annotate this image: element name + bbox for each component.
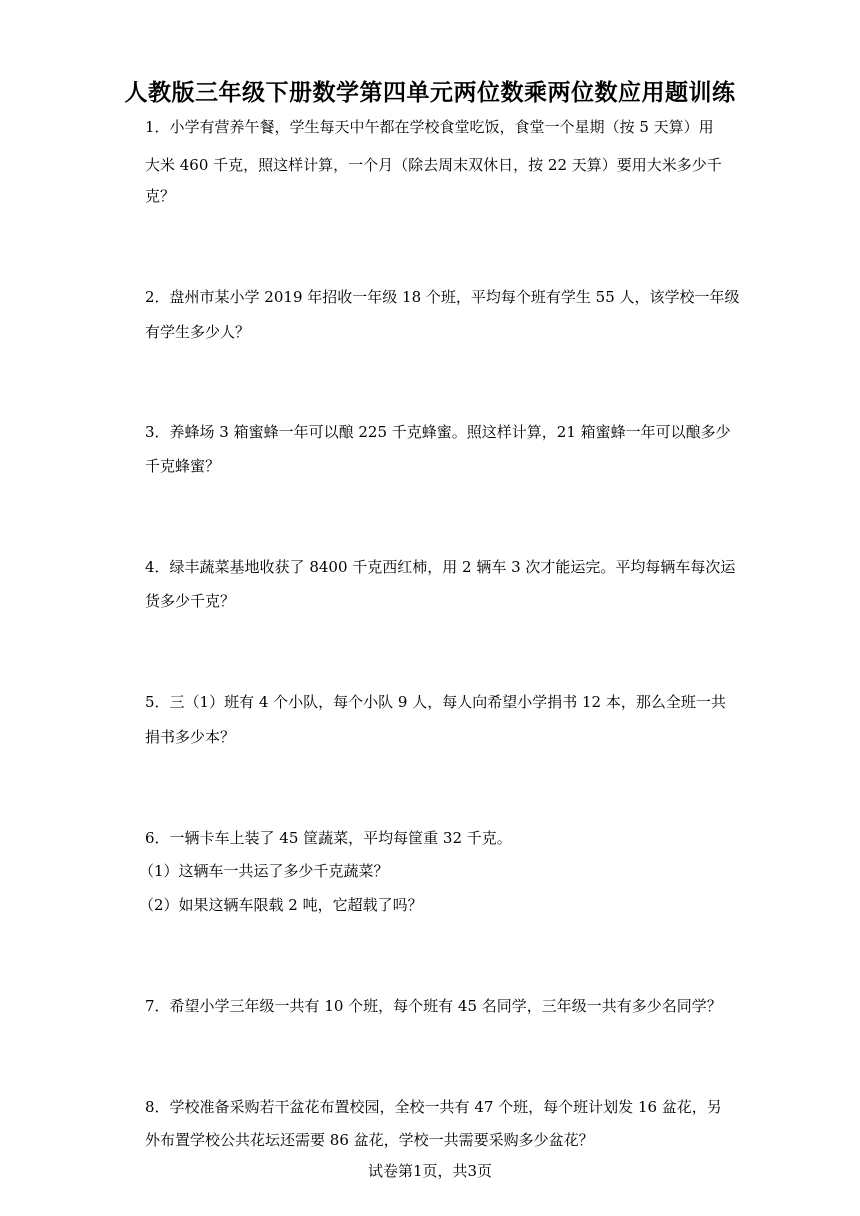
question-4-line-2: 货多少千克？ (145, 592, 236, 610)
question-7-line-1: 7．希望小学三年级一共有 10 个班，每个班有 45 名同学，三年级一共有多少名同学？ (145, 997, 722, 1015)
question-8-line-1: 8．学校准备采购若干盆花布置校园，全校一共有 47 个班，每个班计划发 16 盆花，另 (145, 1098, 722, 1116)
question-6-part-2: （2）如果这辆车限载 2 吨，它超载了吗？ (139, 896, 423, 914)
question-2-line-1: 2．盘州市某小学 2019 年招收一年级 18 个班，平均每个班有学生 55 人，该学校一年级 (145, 288, 740, 306)
question-6-part-1: （1）这辆车一共运了多少千克蔬菜？ (139, 862, 389, 880)
question-8-line-2: 外布置学校公共花坛还需要 86 盆花，学校一共需要采购多少盆花？ (145, 1131, 594, 1149)
question-1-line-1: 1．小学有营养午餐，学生每天中午都在学校食堂吃饭，食堂一个星期（按 5 天算）用 (145, 118, 714, 136)
question-1-line-2: 大米 460 千克，照这样计算，一个月（除去周末双休日，按 22 天算）要用大米多少千 (145, 156, 722, 174)
question-2-line-2: 有学生多少人？ (145, 323, 251, 341)
question-1-line-3: 克？ (145, 187, 176, 205)
page-title: 人教版三年级下册数学第四单元两位数乘两位数应用题训练 (124, 80, 736, 106)
page-footer: 试卷第1页，共3页 (367, 1162, 493, 1180)
question-3-line-1: 3．养蜂场 3 箱蜜蜂一年可以酿 225 千克蜂蜜。照这样计算，21 箱蜜蜂一年可以酿多少 (145, 423, 731, 441)
question-4-line-1: 4．绿丰蔬菜基地收获了 8400 千克西红柿，用 2 辆车 3 次才能运完。平均每辆车每次运 (145, 558, 736, 576)
question-5-line-1: 5．三（1）班有 4 个小队，每个小队 9 人，每人向希望小学捐书 12 本，那么全班一共 (145, 693, 726, 711)
question-6-line-1: 6．一辆卡车上装了 45 筐蔬菜，平均每筐重 32 千克。 (145, 829, 512, 847)
question-3-line-2: 千克蜂蜜？ (145, 457, 221, 475)
question-5-line-2: 捐书多少本？ (145, 728, 236, 746)
